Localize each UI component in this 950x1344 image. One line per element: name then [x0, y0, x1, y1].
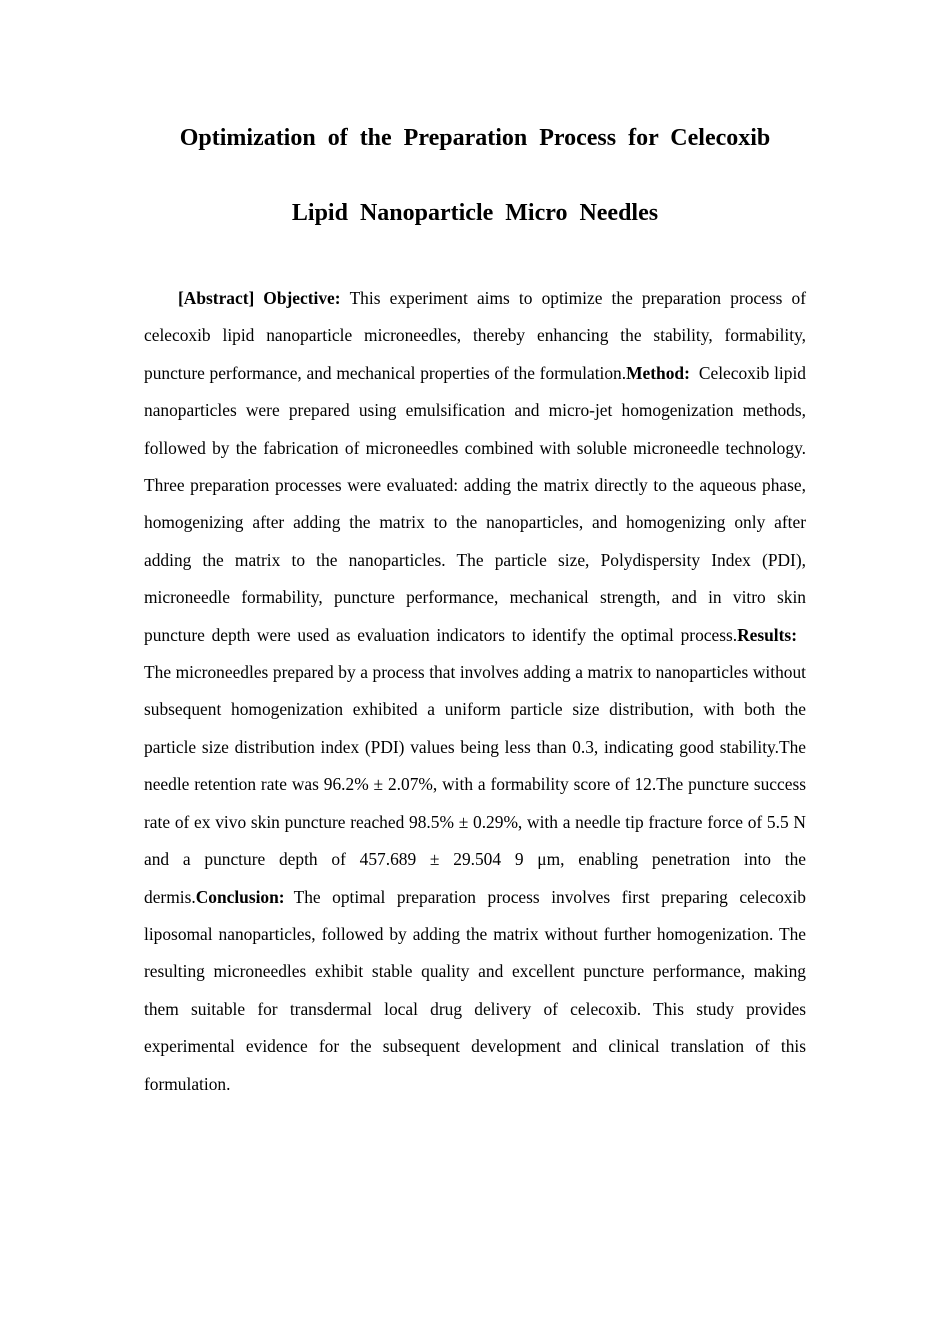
method-label: Method: [626, 362, 690, 383]
paper-title-line-1: Optimization of the Preparation Process for Celecoxib [179, 125, 771, 151]
abstract-tag: [Abstract] [178, 288, 255, 308]
abstract-paragraph [144, 280, 806, 1103]
results-text: The microneedles prepared by a process that involves adding a matrix to nanoparticles without subsequent homogenization exhibited a uniform particle size distribution, with both the particle size distribution index (PDI) values being less than 0.3, indicating good stability.The needle retention rate was 96.2% ± 2.07%, with a formability score of 12.The puncture success rate of ex vivo skin puncture reached 98.5% ± 0.29%, with a needle tip fracture force of 5.5 N and a puncture depth of 457.689 ± 29.504 9 μm, enabling penetration into the dermis. [144, 662, 806, 907]
results-label: Results: [737, 624, 797, 645]
conclusion-label: Conclusion: [195, 886, 285, 907]
conclusion-text: The optimal preparation process involves first preparing celecoxib liposomal nanoparticles, followed by adding the matrix without further homogenization. The resulting microneedles exhibit stable quality and excellent puncture performance, making them suitable for transdermal local drug delivery of celecoxib. This study provides experimental evidence for the subsequent development and clinical translation of this formulation. [144, 886, 806, 1094]
method-text: Celecoxib lipid nanoparticles were prepared using emulsification and micro-jet homogenization methods, followed by the fabrication of microneedles combined with soluble microneedle technology. Three preparation processes were evaluated: adding the matrix directly to the aqueous phase, homogenizing after adding the matrix to the nanoparticles, and homogenizing only after adding the matrix to the nanoparticles. The particle size, Polydispersity Index (PDI), microneedle formability, puncture performance, mechanical strength, and in vitro skin puncture depth were used as evaluation indicators to identify the optimal process. [144, 362, 806, 645]
paper-title-line-2: Lipid Nanoparticle Micro Needles [291, 200, 659, 226]
objective-text: This experiment aims to optimize the preparation process of celecoxib lipid nanoparticle microneedles, thereby enhancing the stability, formability, puncture performance, and mechanical properties of the formulation. [144, 288, 806, 383]
objective-label: Objective: [263, 288, 341, 308]
